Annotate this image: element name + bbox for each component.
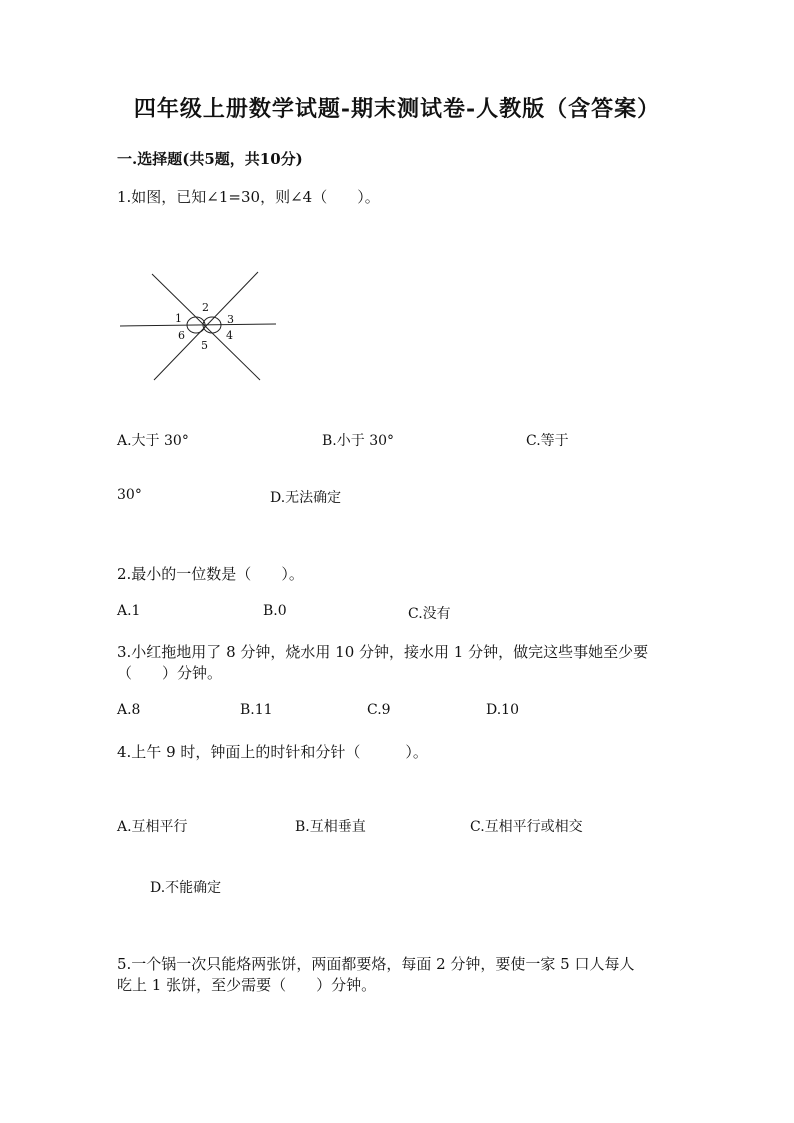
q4-option-a[interactable]: A.互相平行 — [117, 819, 188, 835]
q3-option-a[interactable]: A.8 — [117, 702, 141, 718]
q3-option-c[interactable]: C.9 — [367, 702, 391, 718]
q4-option-b[interactable]: B.互相垂直 — [295, 819, 366, 835]
section-heading: 一.选择题(共5题，共10分) — [117, 150, 303, 168]
angle-label-2: 2 — [202, 301, 209, 314]
q4-option-d[interactable]: D.不能确定 — [150, 880, 222, 896]
q1-option-b[interactable]: B.小于 30° — [322, 433, 395, 449]
angle-figure — [120, 268, 280, 384]
question-5-text-line-2: 吃上 1 张饼，至少需要（ ）分钟。 — [117, 976, 377, 994]
question-2-text: 2.最小的一位数是（ ）。 — [117, 565, 304, 583]
q3-option-d[interactable]: D.10 — [486, 702, 519, 718]
q2-option-b[interactable]: B.0 — [263, 603, 287, 619]
angle-label-1: 1 — [175, 312, 182, 325]
q1-option-c[interactable]: C.等于 — [526, 433, 569, 449]
q2-option-a[interactable]: A.1 — [117, 603, 141, 619]
q2-option-c[interactable]: C.没有 — [408, 606, 451, 622]
angle-label-4: 4 — [226, 329, 233, 342]
page-title: 四年级上册数学试题-期末测试卷-人教版（含答案） — [133, 96, 661, 122]
q1-option-a[interactable]: A.大于 30° — [117, 433, 189, 449]
q1-option-c-continued: 30° — [117, 487, 142, 503]
question-1-text: 1.如图，已知∠1=30，则∠4（ ）。 — [117, 188, 380, 206]
angle-label-3: 3 — [227, 313, 234, 326]
question-4-text: 4.上午 9 时，钟面上的时针和分针（ ）。 — [117, 743, 428, 761]
angle-label-5: 5 — [201, 339, 208, 352]
angle-label-6: 6 — [178, 329, 185, 342]
question-3-text-line-1: 3.小红拖地用了 8 分钟，烧水用 10 分钟，接水用 1 分钟，做完这些事她至少要 — [117, 643, 649, 661]
question-3-text-line-2: （ ）分钟。 — [117, 664, 223, 682]
horizontal-line — [120, 324, 276, 326]
diagonal-line-2 — [154, 272, 258, 380]
diagonal-line-1 — [152, 274, 260, 380]
q4-option-c[interactable]: C.互相平行或相交 — [470, 819, 583, 835]
q3-option-b[interactable]: B.11 — [240, 702, 273, 718]
question-5-text-line-1: 5.一个锅一次只能烙两张饼，两面都要烙，每面 2 分钟，要使一家 5 口人每人 — [117, 955, 635, 973]
q1-option-d[interactable]: D.无法确定 — [270, 490, 342, 506]
